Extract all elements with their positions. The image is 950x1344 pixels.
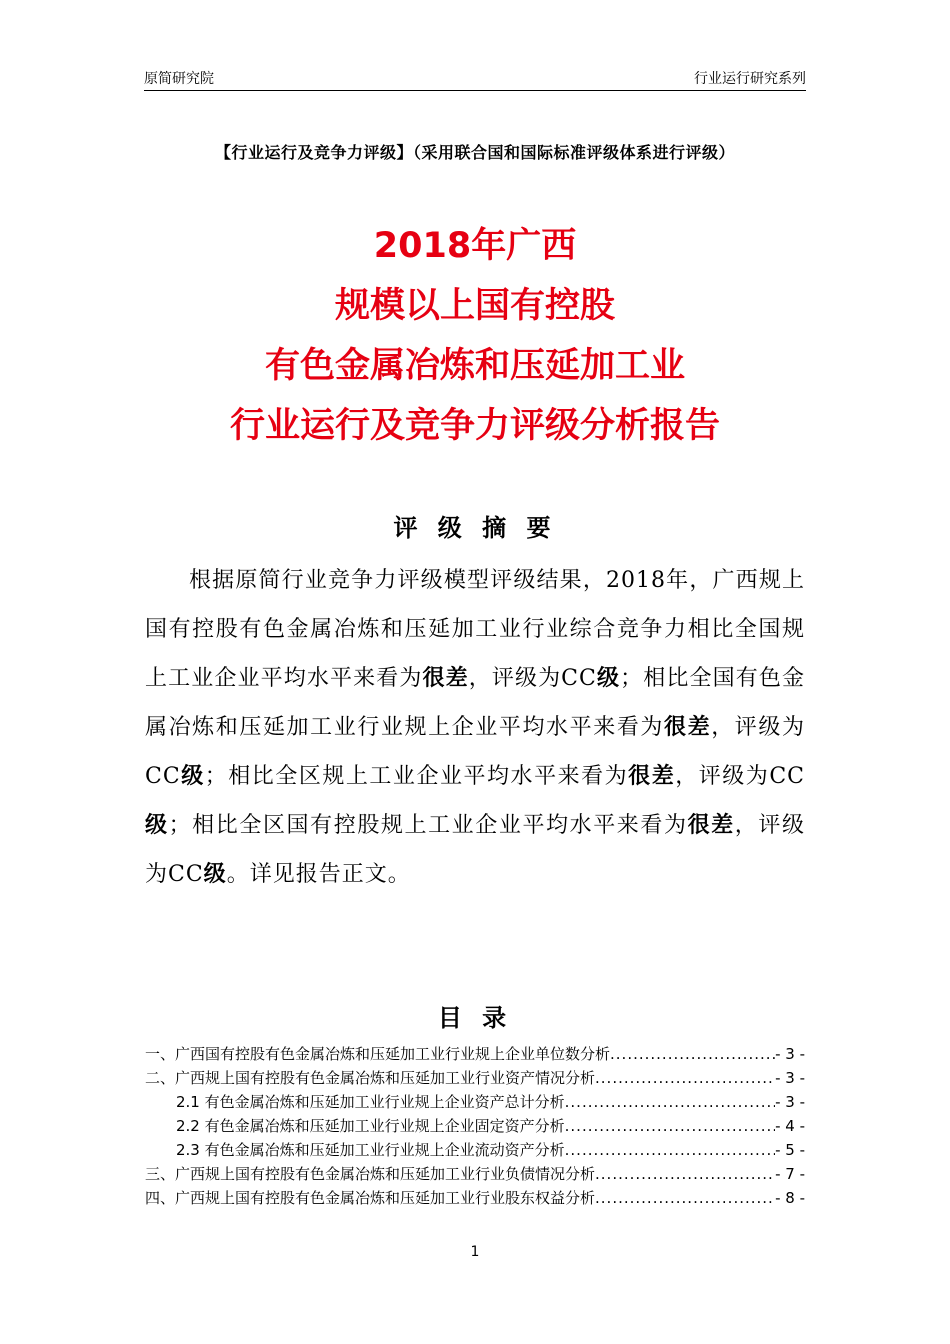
toc-entry-label: 2.2 有色金属冶炼和压延加工业行业规上企业固定资产分析 [176, 1117, 565, 1135]
toc-entry-page: - 3 - [775, 1045, 805, 1063]
toc-entry-label: 2.1 有色金属冶炼和压延加工业行业规上企业资产总计分析 [176, 1093, 565, 1111]
summary-emphasis: 很差 [687, 813, 735, 838]
toc-entry[interactable] [145, 1066, 805, 1090]
summary-emphasis: 很差 [664, 715, 712, 740]
table-of-contents [145, 1042, 805, 1210]
toc-entry-page: - 7 - [775, 1165, 805, 1183]
toc-entry-page: - 4 - [775, 1117, 805, 1135]
summary-text: ；相比全区规上工业企业平均水平来看为 [204, 764, 629, 789]
title-line: 2018年广西 [373, 226, 577, 266]
toc-entry-label: 2.3 有色金属冶炼和压延加工业行业规上企业流动资产分析 [176, 1141, 565, 1159]
summary-text: ，评级为CC [675, 764, 805, 789]
toc-leader-dots [610, 1042, 775, 1066]
toc-entry-label: 一、广西国有控股有色金属冶炼和压延加工业行业规上企业单位数分析 [145, 1045, 611, 1063]
summary-emphasis: 级 [596, 666, 621, 691]
toc-leader-dots [565, 1138, 775, 1162]
toc-subentry[interactable] [145, 1090, 805, 1114]
toc-entry[interactable] [145, 1186, 805, 1210]
header-org: 原简研究院 [144, 71, 214, 87]
toc-entry[interactable] [145, 1162, 805, 1186]
summary-heading: 评 级 摘 要 [393, 514, 557, 542]
title-line: 规模以上国有控股 [334, 286, 615, 326]
summary-emphasis: 级 [203, 862, 227, 887]
page-number: 1 [470, 1244, 480, 1260]
toc-subentry[interactable] [145, 1138, 805, 1162]
summary-text: ，评级为CC [145, 715, 805, 789]
summary-emphasis: 很差 [422, 666, 469, 691]
summary-emphasis: 级 [145, 813, 169, 838]
summary-text: ，评级为CC [468, 666, 597, 691]
summary-text: 根据原简行业竞争力评级模型评级结果，2018年，广西规上国有控股有色金属冶炼和压延加工业行业综合竞争力相比全国规上工业企业平均水平来看为 [145, 568, 805, 691]
toc-leader-dots [595, 1066, 775, 1090]
toc-heading: 目 录 [437, 1004, 513, 1032]
toc-leader-dots [565, 1114, 775, 1138]
summary-text: ，评级为CC [145, 813, 805, 887]
rating-tagline: 【行业运行及竞争力评级】（采用联合国和国际标准评级体系进行评级） [214, 143, 735, 162]
summary-text: ；相比全国有色金属冶炼和压延加工业行业规上企业平均水平来看为 [145, 666, 805, 740]
summary-text: 。详见报告正文。 [226, 862, 411, 887]
toc-entry-label: 二、广西规上国有控股有色金属冶炼和压延加工业行业资产情况分析 [145, 1069, 596, 1087]
toc-entry[interactable] [145, 1042, 805, 1066]
title-line: 有色金属冶炼和压延加工业 [264, 346, 685, 386]
summary-emphasis: 级 [180, 764, 205, 789]
toc-entry-page: - 8 - [775, 1189, 805, 1207]
toc-leader-dots [595, 1186, 775, 1210]
toc-entry-page: - 3 - [775, 1069, 805, 1087]
summary-emphasis: 很差 [628, 764, 676, 789]
toc-entry-label: 四、广西规上国有控股有色金属冶炼和压延加工业行业股东权益分析 [145, 1189, 596, 1207]
summary-paragraph [145, 556, 805, 899]
report-title [100, 216, 850, 456]
page-header [144, 64, 806, 91]
toc-entry-page: - 3 - [775, 1093, 805, 1111]
header-series: 行业运行研究系列 [694, 71, 806, 87]
title-line: 行业运行及竞争力评级分析报告 [229, 406, 720, 446]
toc-leader-dots [565, 1090, 775, 1114]
toc-entry-label: 三、广西规上国有控股有色金属冶炼和压延加工业行业负债情况分析 [145, 1165, 596, 1183]
toc-subentry[interactable] [145, 1114, 805, 1138]
toc-leader-dots [595, 1162, 775, 1186]
summary-text: ；相比全区国有控股规上工业企业平均水平来看为 [168, 813, 688, 838]
toc-entry-page: - 5 - [775, 1141, 805, 1159]
